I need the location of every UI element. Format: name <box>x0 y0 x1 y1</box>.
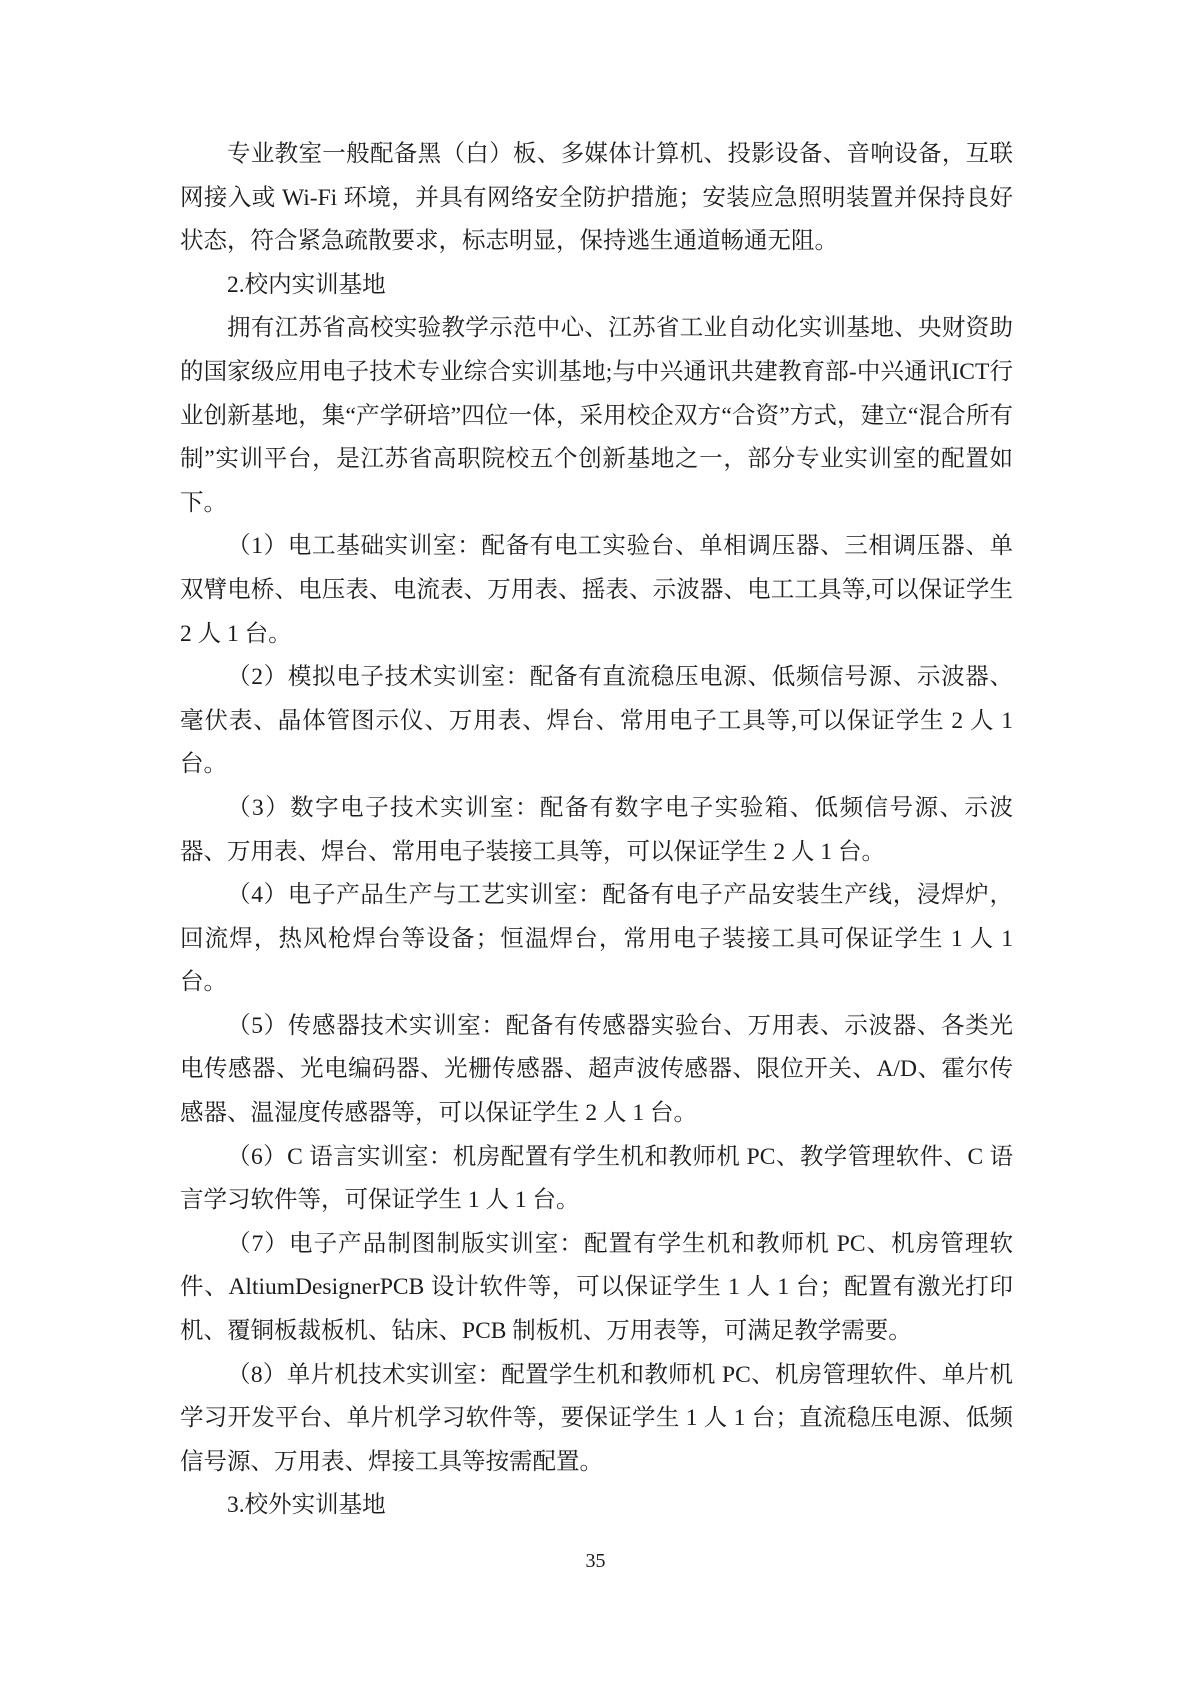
paragraph-lab-1-electrician-basics: （1）电工基础实训室：配备有电工实验台、单相调压器、三相调压器、单双臂电桥、电压表、电流表、万用表、摇表、示波器、电工工具等,可以保证学生 2 人 1 台。 <box>180 533 1013 647</box>
paragraph-lab-4-production-craft: （4）电子产品生产与工艺实训室：配备有电子产品安装生产线，浸焊炉，回流焊，热风枪焊台等设备；恒温焊台，常用电子装接工具可保证学生 1 人 1 台。 <box>180 882 1013 996</box>
paragraph-lab-8-mcu-technology: （8）单片机技术实训室：配置学生机和教师机 PC、机房管理软件、单片机学习开发平台、单片机学习软件等，要保证学生 1 人 1 台；直流稳压电源、低频信号源、万用表、焊接工具等按需配置。 <box>180 1361 1013 1475</box>
paragraph-lab-5-sensor-technology: （5）传感器技术实训室：配备有传感器实验台、万用表、示波器、各类光电传感器、光电编码器、光栅传感器、超声波传感器、限位开关、A/D、霍尔传感器、温湿度传感器等，可以保证学生 2 人 1 台。 <box>180 1012 1013 1127</box>
document-content <box>180 133 1013 1528</box>
heading-on-campus-training-base: 2.校内实训基地 <box>227 271 386 298</box>
paragraph-classroom-equipment: 专业教室一般配备黑（白）板、多媒体计算机、投影设备、音响设备，互联网接入或 Wi-Fi 环境，并具有网络安全防护措施；安装应急照明装置并保持良好状态，符合紧急疏散要求，标志明显，保持逃生通道畅通无阻。 <box>180 141 1013 255</box>
paragraph-lab-6-c-language: （6）C 语言实训室：机房配置有学生机和教师机 PC、教学管理软件、C 语言学习软件等，可保证学生 1 人 1 台。 <box>180 1143 1013 1214</box>
paragraph-lab-3-digital-electronics: （3）数字电子技术实训室：配备有数字电子实验箱、低频信号源、示波器、万用表、焊台、常用电子装接工具等，可以保证学生 2 人 1 台。 <box>180 794 1013 865</box>
paragraph-training-base-intro: 拥有江苏省高校实验教学示范中心、江苏省工业自动化实训基地、央财资助的国家级应用电子技术专业综合实训基地;与中兴通讯共建教育部-中兴通讯ICT行业创新基地，集“产学研培”四位一体，采用校企双方“合资”方式，建立“混合所有制”实训平台，是江苏省高职院校五个创新基地之一，部分专业实训室的配置如下。 <box>180 315 1013 516</box>
paragraph-lab-2-analog-electronics: （2）模拟电子技术实训室：配备有直流稳压电源、低频信号源、示波器、毫伏表、晶体管图示仪、万用表、焊台、常用电子工具等,可以保证学生 2 人 1 台。 <box>180 664 1013 778</box>
paragraph-lab-7-pcb-design: （7）电子产品制图制版实训室：配置有学生机和教师机 PC、机房管理软件、AltiumDesignerPCB 设计软件等，可以保证学生 1 人 1 台；配置有激光打印机、覆铜板裁板机、钻床、PCB 制板机、万用表等，可满足教学需要。 <box>180 1230 1013 1345</box>
heading-off-campus-training-base: 3.校外实训基地 <box>227 1492 386 1519</box>
page-number: 35 <box>585 1550 606 1572</box>
